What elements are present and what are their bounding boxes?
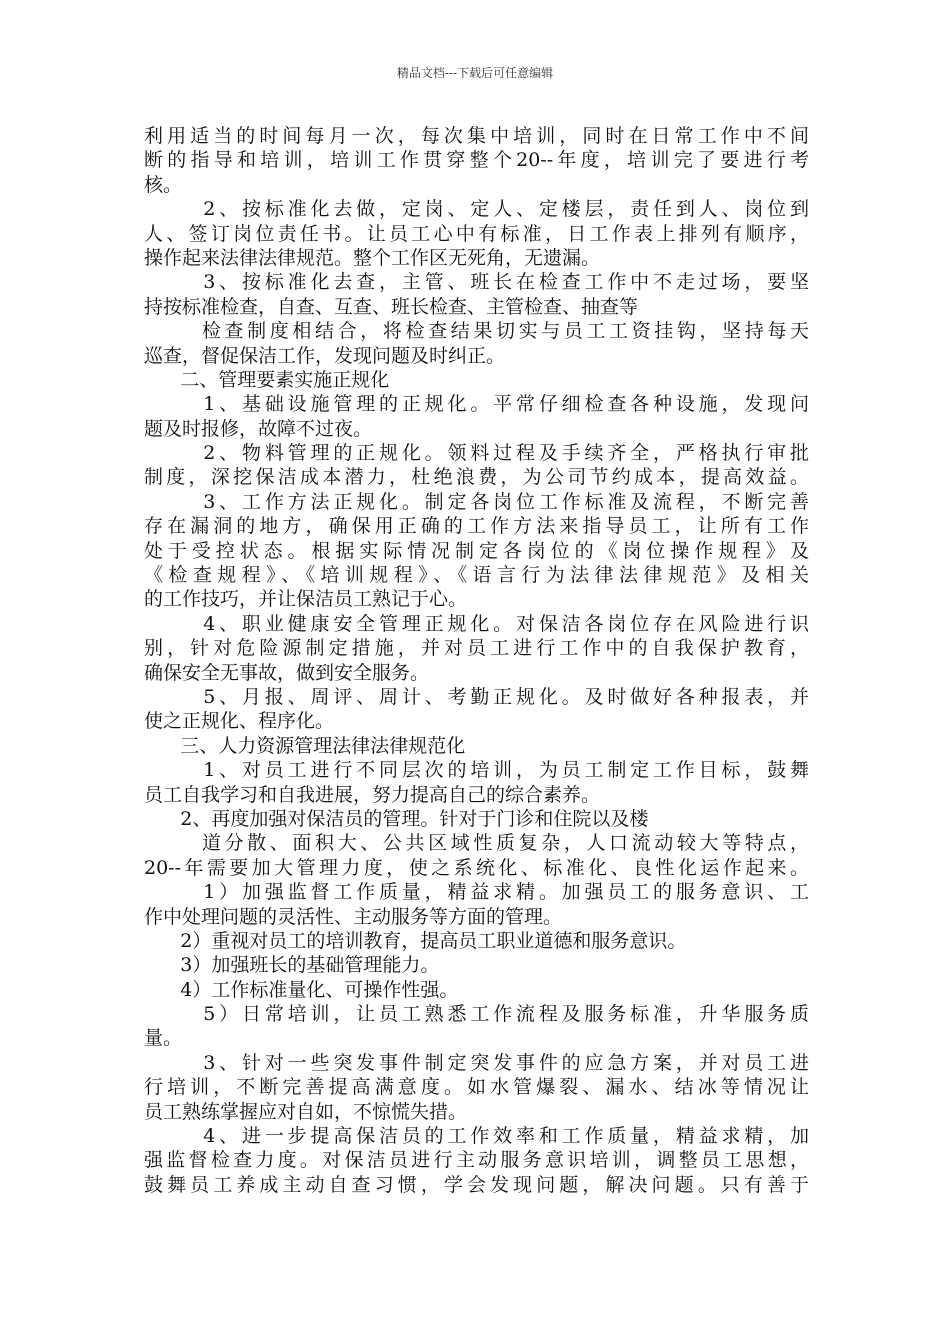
text-line: 操作起来法律法律规范。整个工作区无死角，无遗漏。 bbox=[144, 246, 601, 269]
text-line: 鼓舞员工养成主动自查习惯，学会发现问题，解决问题。只有善于 bbox=[144, 1173, 809, 1196]
text-line: 1）加强监督工作质量，精益求精。加强员工的服务意识、工 bbox=[144, 881, 809, 904]
text-line: 2、物料管理的正规化。领料过程及手续齐全，严格执行审批 bbox=[144, 442, 809, 465]
text-line: 3、针对一些突发事件制定突发事件的应急方案，并对员工进 bbox=[144, 1051, 809, 1074]
text-line: 使之正规化、程序化。 bbox=[144, 710, 335, 733]
text-line: 持按标准检查，自查、互查、班长检查、主管检查、抽查等 bbox=[144, 295, 639, 318]
text-line: 3、工作方法正规化。制定各岗位工作标准及流程，不断完善 bbox=[144, 490, 809, 513]
text-line: 员工自我学习和自我进展，努力提高自己的综合素养。 bbox=[144, 783, 601, 806]
document-body bbox=[144, 124, 809, 1197]
text-line: 3）加强班长的基础管理能力。 bbox=[144, 954, 440, 977]
text-line: 5、月报、周评、周计、考勤正规化。及时做好各种报表，并 bbox=[144, 685, 809, 708]
text-line: 3、按标准化去查，主管、班长在检查工作中不走过场，要坚 bbox=[144, 271, 809, 294]
text-line: 1、对员工进行不同层次的培训，为员工制定工作目标，鼓舞 bbox=[144, 759, 809, 782]
text-line: 4、进一步提高保洁员的工作效率和工作质量，精益求精，加 bbox=[144, 1125, 809, 1148]
text-line: 1、基础设施管理的正规化。平常仔细检查各种设施，发现问 bbox=[144, 393, 809, 416]
text-line: 员工熟练掌握应对自如，不惊慌失措。 bbox=[144, 1100, 468, 1123]
text-line: 确保安全无事故，做到安全服务。 bbox=[144, 661, 430, 684]
text-line: 二、管理要素实施正规化 bbox=[144, 368, 390, 391]
text-line: 4）工作标准量化、可操作性强。 bbox=[144, 978, 459, 1001]
text-line: 断的指导和培训，培训工作贯穿整个20--年度，培训完了要进行考 bbox=[144, 149, 809, 172]
text-line: 作中处理问题的灵活性、主动服务等方面的管理。 bbox=[144, 905, 563, 928]
text-line: 20--年需要加大管理力度，使之系统化、标准化、良性化运作起来。 bbox=[144, 856, 809, 879]
page-header: 精品文档---下载后可任意编辑 bbox=[396, 66, 554, 80]
text-line: 2）重视对员工的培训教育，提高员工职业道德和服务意识。 bbox=[144, 929, 687, 952]
text-line: 检查制度相结合，将检查结果切实与员工工资挂钩，坚持每天 bbox=[144, 320, 809, 343]
text-line: 2、再度加强对保洁员的管理。针对于门诊和住院以及楼 bbox=[144, 807, 649, 830]
text-line: 三、人力资源管理法律法律规范化 bbox=[144, 734, 466, 757]
text-line: 人、签订岗位责任书。让员工心中有标准，日工作表上排列有顺序， bbox=[144, 222, 809, 245]
text-line: 的工作技巧，并让保洁员工熟记于心。 bbox=[144, 588, 468, 611]
text-line: 存在漏洞的地方，确保用正确的工作方法来指导员工，让所有工作 bbox=[144, 515, 809, 538]
text-line: 核。 bbox=[144, 173, 183, 196]
text-line: 强监督检查力度。对保洁员进行主动服务意识培训，调整员工思想， bbox=[144, 1149, 809, 1172]
text-line: 处于受控状态。根据实际情况制定各岗位的《岗位操作规程》及 bbox=[144, 539, 809, 562]
text-line: 利用适当的时间每月一次，每次集中培训，同时在日常工作中不间 bbox=[144, 125, 809, 147]
text-line: 别，针对危险源制定措施，并对员工进行工作中的自我保护教育， bbox=[144, 637, 809, 660]
text-line: 《检查规程》、《培训规程》、《语言行为法律法律规范》及相关 bbox=[144, 564, 809, 587]
text-line: 道分散、面积大、公共区域性质复杂，人口流动较大等特点， bbox=[144, 832, 809, 855]
text-line: 题及时报修，故障不过夜。 bbox=[144, 417, 373, 440]
text-line: 巡查，督促保洁工作，发现问题及时纠正。 bbox=[144, 344, 506, 367]
text-line: 制度，深挖保洁成本潜力，杜绝浪费，为公司节约成本，提高效益。 bbox=[144, 466, 809, 489]
text-line: 4、职业健康安全管理正规化。对保洁各岗位存在风险进行识 bbox=[144, 612, 809, 635]
text-line: 量。 bbox=[144, 1027, 183, 1050]
text-line: 2、按标准化去做，定岗、定人、定楼层，责任到人、岗位到 bbox=[144, 198, 809, 221]
text-line: 行培训，不断完善提高满意度。如水管爆裂、漏水、结冰等情况让 bbox=[144, 1076, 809, 1099]
text-line: 5）日常培训，让员工熟悉工作流程及服务标准，升华服务质 bbox=[144, 1003, 809, 1026]
